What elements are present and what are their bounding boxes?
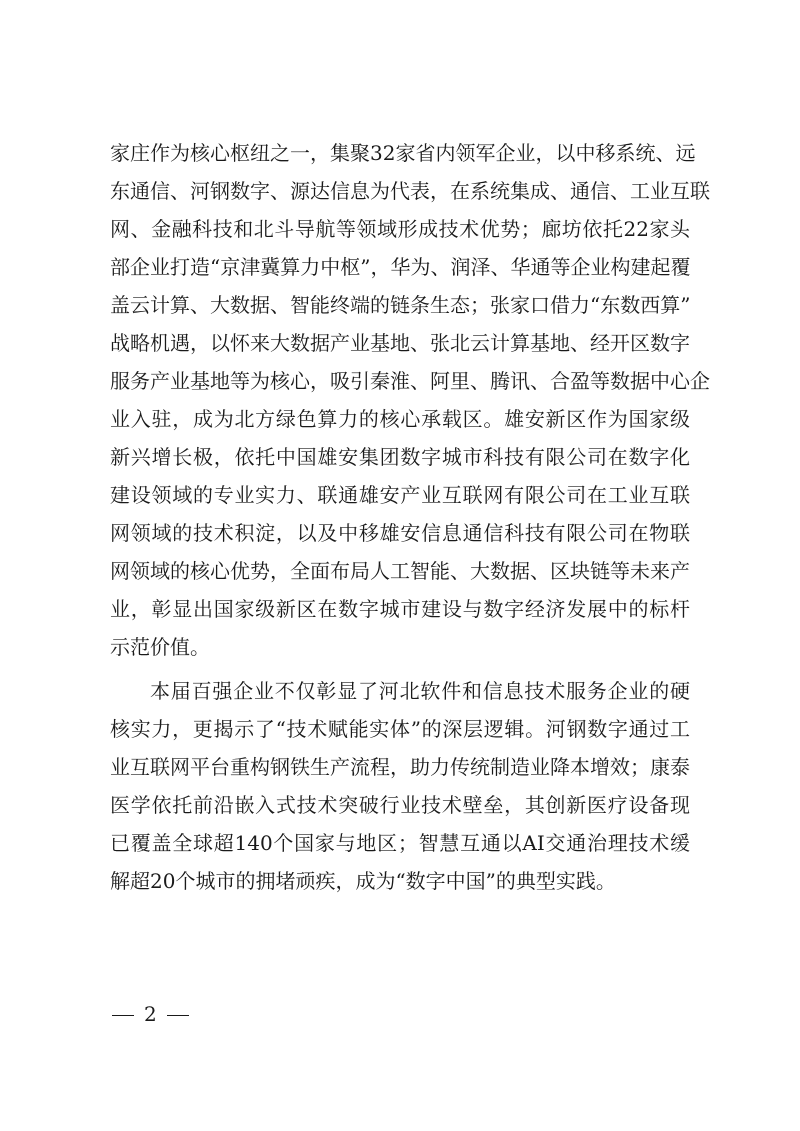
text-line: 网领域的技术积淀，以及中移雄安信息通信科技有限公司在物联 xyxy=(110,521,690,545)
text-line: 新兴增长极，依托中国雄安集团数字城市科技有限公司在数字化 xyxy=(110,445,690,469)
page-footer xyxy=(112,1000,189,1028)
text-line: 家庄作为核心枢纽之一，集聚32家省内领军企业，以中移系统、远 xyxy=(110,141,696,165)
text-line: 盖云计算、大数据、智能终端的链条生态；张家口借力“东数西算” xyxy=(110,293,691,317)
text-line: 东通信、河钢数字、源达信息为代表，在系统集成、通信、工业互联 xyxy=(110,179,710,203)
text-line: 本届百强企业不仅彰显了河北软件和信息技术服务企业的硬 xyxy=(150,679,690,703)
text-line: 核实力，更揭示了“技术赋能实体”的深层逻辑。河钢数字通过工 xyxy=(110,717,690,741)
text-line: 部企业打造“京津冀算力中枢”，华为、润泽、华通等企业构建起覆 xyxy=(110,255,691,279)
text-line: 战略机遇，以怀来大数据产业基地、张北云计算基地、经开区数字 xyxy=(110,331,690,355)
text-line: 网、金融科技和北斗导航等领域形成技术优势；廊坊依托22家头 xyxy=(110,217,690,241)
page-number: 2 xyxy=(144,1002,157,1026)
text-line: 业，彰显出国家级新区在数字城市建设与数字经济发展中的标杆 xyxy=(110,597,690,621)
body-text xyxy=(110,134,710,900)
text-line: 服务产业基地等为核心，吸引秦淮、阿里、腾讯、合盈等数据中心企 xyxy=(110,369,710,393)
text-line: 医学依托前沿嵌入式技术突破行业技术壁垒，其创新医疗设备现 xyxy=(110,793,690,817)
paragraph-1 xyxy=(110,134,710,666)
text-line: 建设领域的专业实力、联通雄安产业互联网有限公司在工业互联 xyxy=(110,483,690,507)
text-line: 已覆盖全球超140个国家与地区；智慧互通以AI交通治理技术缓 xyxy=(110,831,690,855)
text-line: 业互联网平台重构钢铁生产流程，助力传统制造业降本增效；康泰 xyxy=(110,755,690,779)
text-line: 解超20个城市的拥堵顽疾，成为“数字中国”的典型实践。 xyxy=(110,869,616,893)
text-line: 业入驻，成为北方绿色算力的核心承载区。雄安新区作为国家级 xyxy=(110,407,690,431)
text-line: 网领域的核心优势，全面布局人工智能、大数据、区块链等未来产 xyxy=(110,559,690,583)
footer-dash-right xyxy=(167,1015,189,1016)
footer-dash-left xyxy=(112,1015,134,1016)
text-line: 示范价值。 xyxy=(110,635,210,659)
paragraph-2 xyxy=(110,672,690,900)
